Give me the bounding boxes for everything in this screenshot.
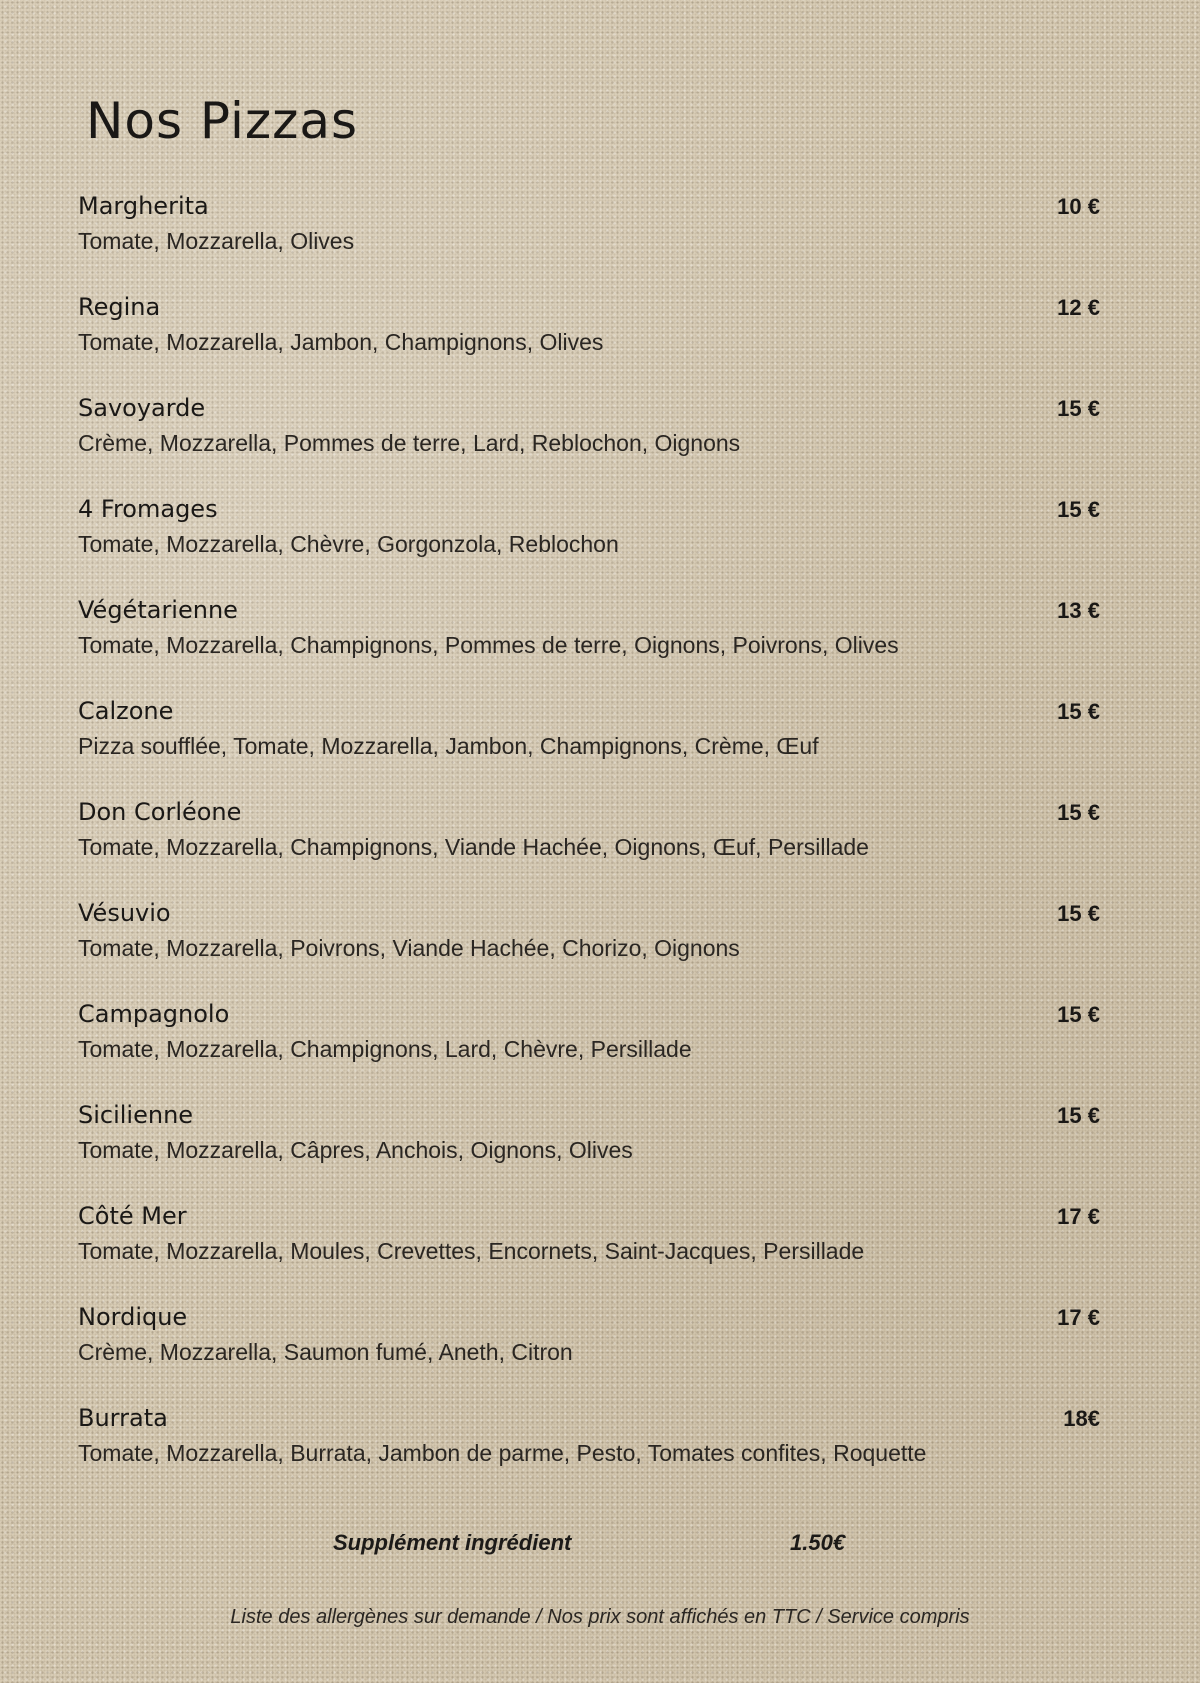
pizza-price: 15 € [1057,1002,1100,1027]
supplement-price: 1.50€ [790,1530,846,1555]
menu-item [78,388,1100,489]
pizza-price: 15 € [1057,497,1100,522]
pizza-name: Calzone [78,697,174,725]
pizza-ingredients: Crème, Mozzarella, Saumon fumé, Aneth, Citron [78,1339,573,1365]
menu-item [78,994,1100,1095]
menu-item [78,186,1100,287]
pizza-price: 17 € [1057,1305,1100,1330]
supplement-label: Supplément ingrédient [333,1530,572,1555]
pizza-name: Sicilienne [78,1101,194,1129]
pizza-price: 15 € [1057,699,1100,724]
pizza-name: Margherita [78,192,209,220]
pizza-price: 15 € [1057,396,1100,421]
pizza-ingredients: Tomate, Mozzarella, Moules, Crevettes, Encornets, Saint-Jacques, Persillade [78,1238,865,1264]
pizza-ingredients: Tomate, Mozzarella, Champignons, Pommes de terre, Oignons, Poivrons, Olives [78,632,899,658]
pizza-ingredients: Tomate, Mozzarella, Champignons, Viande Hachée, Oignons, Œuf, Persillade [78,834,869,860]
pizza-ingredients: Pizza soufflée, Tomate, Mozzarella, Jambon, Champignons, Crème, Œuf [78,733,819,759]
pizza-name: Burrata [78,1404,168,1432]
footer-note: Liste des allergènes sur demande / Nos prix sont affichés en TTC / Service compris [230,1606,970,1628]
pizza-menu-list [78,186,1100,1499]
pizza-ingredients: Tomate, Mozzarella, Jambon, Champignons, Olives [78,329,604,355]
pizza-name: Vésuvio [78,899,171,927]
pizza-name: Nordique [78,1303,188,1331]
page-title: Nos Pizzas [86,92,359,150]
pizza-name: 4 Fromages [78,495,218,523]
pizza-price: 17 € [1057,1204,1100,1229]
pizza-name: Végétarienne [78,596,238,624]
pizza-name: Campagnolo [78,1000,230,1028]
menu-item [78,1095,1100,1196]
pizza-name: Don Corléone [78,798,242,826]
supplement-line [0,1530,1200,1562]
pizza-ingredients: Tomate, Mozzarella, Burrata, Jambon de parme, Pesto, Tomates confites, Roquette [78,1440,927,1466]
menu-item [78,489,1100,590]
menu-item [78,691,1100,792]
pizza-name: Côté Mer [78,1202,187,1230]
menu-item [78,590,1100,691]
pizza-price: 15 € [1057,800,1100,825]
menu-item [78,792,1100,893]
menu-item [78,1398,1100,1499]
pizza-price: 10 € [1057,194,1100,219]
pizza-ingredients: Tomate, Mozzarella, Chèvre, Gorgonzola, Reblochon [78,531,619,557]
pizza-price: 15 € [1057,1103,1100,1128]
pizza-ingredients: Crème, Mozzarella, Pommes de terre, Lard, Reblochon, Oignons [78,430,741,456]
menu-item [78,1297,1100,1398]
pizza-price: 18€ [1063,1406,1100,1431]
pizza-price: 15 € [1057,901,1100,926]
menu-item [78,893,1100,994]
pizza-price: 12 € [1057,295,1100,320]
menu-item [78,1196,1100,1297]
pizza-name: Savoyarde [78,394,206,422]
menu-item [78,287,1100,388]
pizza-ingredients: Tomate, Mozzarella, Champignons, Lard, Chèvre, Persillade [78,1036,692,1062]
pizza-ingredients: Tomate, Mozzarella, Poivrons, Viande Hachée, Chorizo, Oignons [78,935,740,961]
pizza-ingredients: Tomate, Mozzarella, Câpres, Anchois, Oignons, Olives [78,1137,633,1163]
pizza-price: 13 € [1057,598,1100,623]
pizza-ingredients: Tomate, Mozzarella, Olives [78,228,355,254]
pizza-name: Regina [78,293,161,321]
